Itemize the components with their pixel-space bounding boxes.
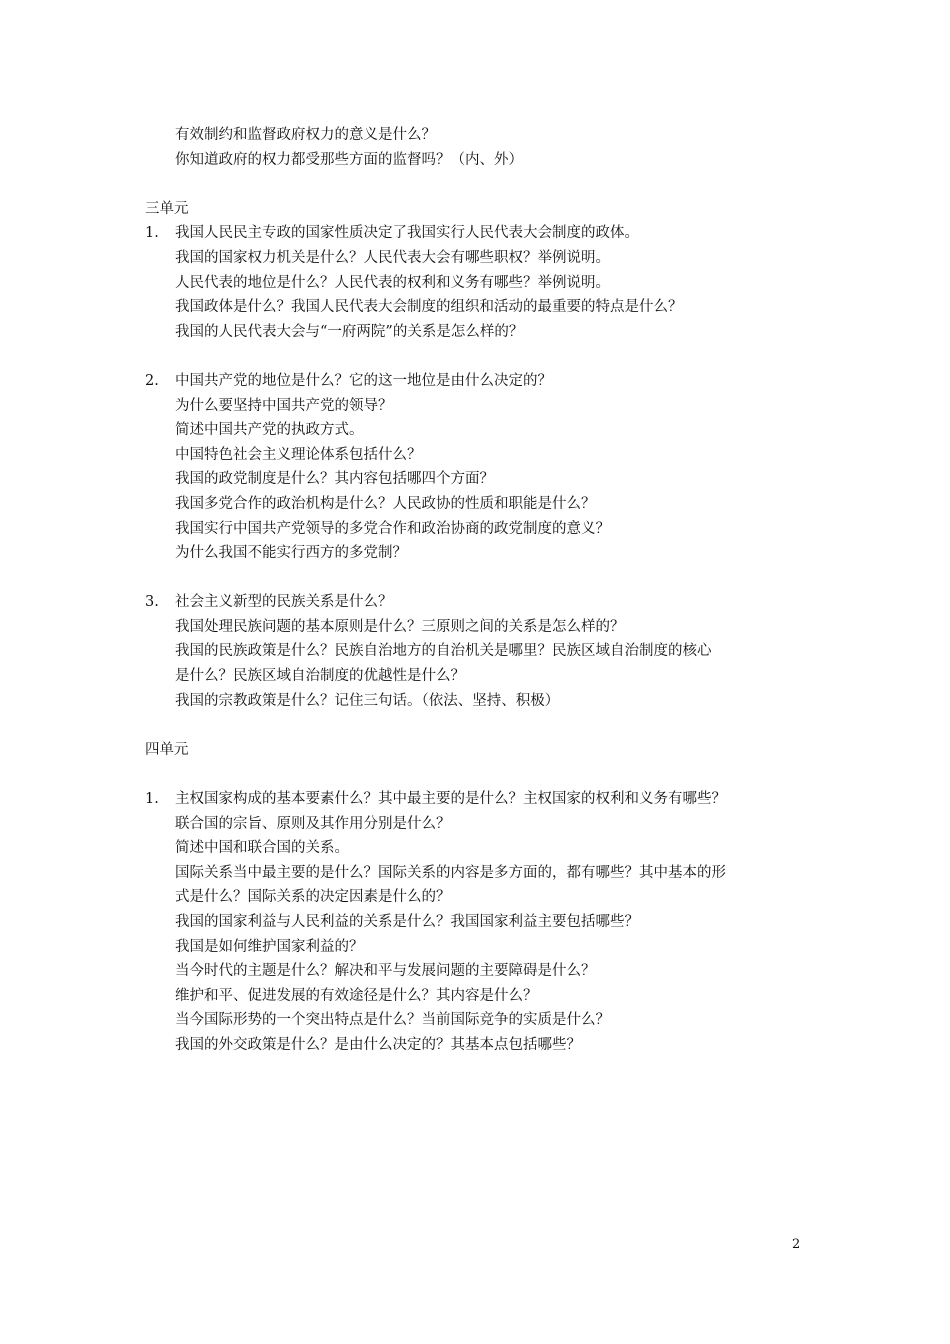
- item-line: 我国的民族政策是什么？民族自治地方的自治机关是哪里？民族区域自治制度的核心: [175, 643, 712, 660]
- item-line: 国际关系当中最主要的是什么？国际关系的内容是多方面的，都有哪些？其中基本的形: [175, 864, 726, 881]
- page-number: 2: [792, 1237, 801, 1252]
- item-text: 社会主义新型的民族关系是什么？: [175, 594, 393, 611]
- item-line: 我国的国家利益与人民利益的关系是什么？我国国家利益主要包括哪些？: [175, 914, 639, 930]
- list-item: [145, 221, 815, 246]
- unit3-title: 三单元: [145, 200, 189, 217]
- item-number: 1.: [145, 225, 159, 242]
- item-line: 我国的国家权力机关是什么？人民代表大会有哪些职权？举例说明。: [175, 249, 610, 266]
- item-line: 中国特色社会主义理论体系包括什么？: [175, 446, 422, 463]
- item-line: 我国政体是什么？我国人民代表大会制度的组织和活动的最重要的特点是什么？: [175, 299, 683, 316]
- item-line: 我国是如何维护国家利益的？: [175, 938, 364, 955]
- item-text: 中国共产党的地位是什么？它的这一地位是由什么决定的？: [175, 372, 552, 389]
- item-line: 是什么？民族区域自治制度的优越性是什么？: [175, 668, 465, 685]
- item-line: 简述中国共产党的执政方式。: [175, 422, 364, 439]
- item-line: 我国的人民代表大会与“一府两院”的关系是怎么样的？: [175, 323, 524, 340]
- spacer: [145, 566, 815, 591]
- item-line: 我国的宗教政策是什么？记住三句话。（依法、坚持、积极）: [175, 692, 560, 709]
- item-line: 为什么要坚持中国共产党的领导？: [175, 397, 393, 414]
- item-line: 维护和平、促进发展的有效途径是什么？其内容是什么？: [175, 987, 538, 1004]
- item-line: 简述中国和联合国的关系。: [175, 840, 349, 857]
- item-line: 联合国的宗旨、原则及其作用分别是什么？: [175, 815, 451, 832]
- intro-line: 你知道政府的权力都受那些方面的监督吗？（内、外）: [175, 151, 523, 168]
- item-text: 主权国家构成的基本要素什么？其中最主要的是什么？主权国家的权利和义务有哪些？: [175, 791, 726, 808]
- spacer: [145, 172, 815, 197]
- item-line: 我国多党合作的政治机构是什么？人民政协的性质和职能是什么？: [175, 495, 596, 512]
- spacer: [145, 713, 815, 738]
- item-number: 1.: [145, 791, 159, 808]
- item-line: 我国的政党制度是什么？其内容包括哪四个方面？: [175, 471, 494, 488]
- spacer: [145, 344, 815, 369]
- list-item: [145, 369, 815, 394]
- item-line: 式是什么？国际关系的决定因素是什么的？: [175, 889, 451, 906]
- item-line: 当今国际形势的一个突出特点是什么？当前国际竞争的实质是什么？: [175, 1012, 610, 1029]
- list-item: [145, 787, 815, 812]
- item-number: 2.: [145, 372, 159, 389]
- item-text: 我国人民民主专政的国家性质决定了我国实行人民代表大会制度的政体。: [175, 225, 639, 242]
- document-body: [145, 123, 815, 1058]
- unit4-title: 四单元: [145, 741, 189, 758]
- item-line: 我国实行中国共产党领导的多党合作和政治协商的政党制度的意义？: [175, 520, 610, 537]
- intro-line: 有效制约和监督政府权力的意义是什么？: [175, 127, 436, 143]
- list-item: [145, 590, 815, 615]
- item-number: 3.: [145, 594, 159, 611]
- item-line: 我国处理民族问题的基本原则是什么？三原则之间的关系是怎么样的？: [175, 618, 625, 635]
- spacer: [145, 762, 815, 787]
- item-line: 我国的外交政策是什么？是由什么决定的？其基本点包括哪些？: [175, 1036, 581, 1053]
- item-line: 当今时代的主题是什么？解决和平与发展问题的主要障碍是什么？: [175, 963, 596, 980]
- item-line: 人民代表的地位是什么？人民代表的权利和义务有哪些？举例说明。: [175, 274, 610, 291]
- item-line: 为什么我国不能实行西方的多党制？: [175, 545, 407, 562]
